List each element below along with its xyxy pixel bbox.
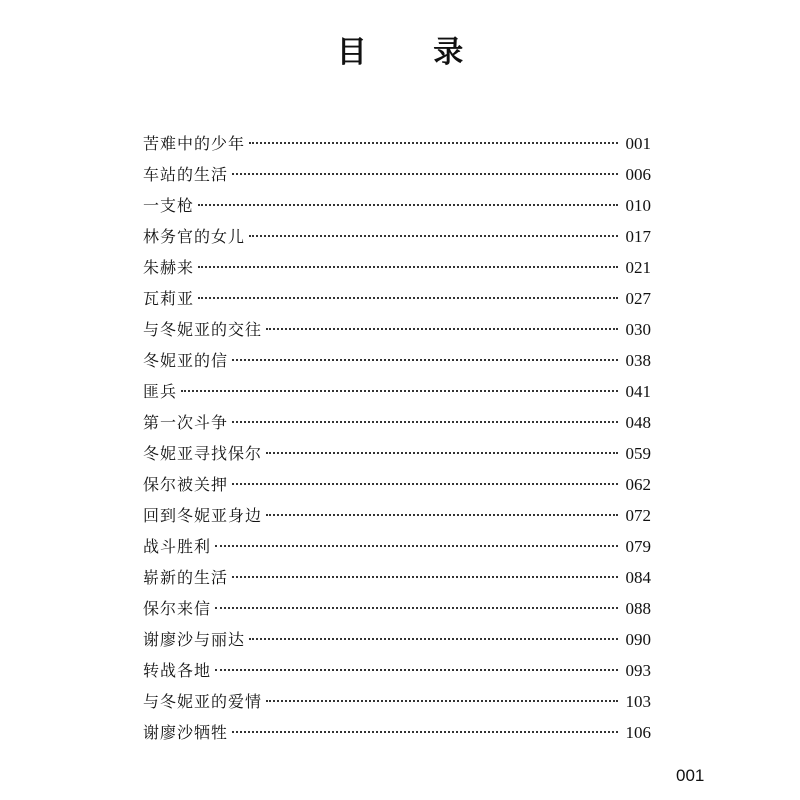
toc-entry-page: 030 — [625, 320, 651, 339]
toc-entry-title: 崭新的生活 — [143, 568, 229, 587]
toc-entry-title: 冬妮亚寻找保尔 — [143, 444, 263, 463]
toc-entry[interactable] — [143, 562, 651, 593]
toc-entry[interactable] — [143, 469, 651, 500]
table-of-contents — [143, 128, 651, 748]
dot-leader — [232, 483, 617, 485]
toc-entry-page: 017 — [625, 227, 651, 246]
toc-entry-title: 车站的生活 — [143, 165, 229, 184]
toc-entry-title: 与冬妮亚的爱情 — [143, 692, 263, 711]
dot-leader — [266, 452, 617, 454]
dot-leader — [249, 638, 617, 640]
toc-entry-page: 001 — [625, 134, 651, 153]
toc-entry-page: 106 — [625, 723, 651, 742]
toc-entry-title: 保尔被关押 — [143, 475, 229, 494]
dot-leader — [215, 545, 617, 547]
toc-entry[interactable] — [143, 407, 651, 438]
toc-entry-title: 与冬妮亚的交往 — [143, 320, 263, 339]
toc-entry[interactable] — [143, 314, 651, 345]
toc-entry-title: 一支枪 — [143, 196, 195, 215]
dot-leader — [249, 235, 617, 237]
toc-entry-page: 062 — [625, 475, 651, 494]
toc-entry[interactable] — [143, 438, 651, 469]
toc-entry[interactable] — [143, 531, 651, 562]
toc-entry-page: 038 — [625, 351, 651, 370]
dot-leader — [198, 266, 617, 268]
toc-entry[interactable] — [143, 655, 651, 686]
toc-entry-title: 朱赫来 — [143, 258, 195, 277]
toc-entry-page: 090 — [625, 630, 651, 649]
dot-leader — [215, 669, 617, 671]
page-title: 目 录 — [336, 35, 492, 70]
dot-leader — [232, 173, 617, 175]
dot-leader — [232, 731, 617, 733]
toc-entry-page: 059 — [625, 444, 651, 463]
dot-leader — [198, 297, 617, 299]
toc-entry[interactable] — [143, 252, 651, 283]
toc-entry-page: 006 — [625, 165, 651, 184]
dot-leader — [232, 576, 617, 578]
toc-entry[interactable] — [143, 345, 651, 376]
toc-entry-title: 回到冬妮亚身边 — [143, 506, 263, 525]
toc-entry-title: 战斗胜利 — [143, 537, 212, 556]
toc-entry-page: 041 — [625, 382, 651, 401]
toc-entry[interactable] — [143, 500, 651, 531]
toc-entry[interactable] — [143, 128, 651, 159]
dot-leader — [249, 142, 617, 144]
toc-entry-page: 010 — [625, 196, 651, 215]
toc-entry-title: 苦难中的少年 — [143, 134, 246, 153]
toc-entry-page: 088 — [625, 599, 651, 618]
toc-entry-page: 021 — [625, 258, 651, 277]
toc-entry-title: 转战各地 — [143, 661, 212, 680]
toc-entry-page: 103 — [625, 692, 651, 711]
toc-entry-title: 保尔来信 — [143, 599, 212, 618]
toc-entry[interactable] — [143, 717, 651, 748]
toc-entry[interactable] — [143, 159, 651, 190]
dot-leader — [198, 204, 617, 206]
toc-entry-title: 匪兵 — [143, 382, 178, 401]
dot-leader — [266, 514, 617, 516]
toc-entry-page: 079 — [625, 537, 651, 556]
dot-leader — [232, 421, 617, 423]
toc-entry-page: 072 — [625, 506, 651, 525]
dot-leader — [266, 700, 617, 702]
toc-entry-page: 027 — [625, 289, 651, 308]
toc-entry-title: 谢廖沙牺牲 — [143, 723, 229, 742]
page-number: 001 — [676, 766, 705, 785]
dot-leader — [232, 359, 617, 361]
toc-entry[interactable] — [143, 283, 651, 314]
toc-entry-title: 林务官的女儿 — [143, 227, 246, 246]
toc-entry-page: 093 — [625, 661, 651, 680]
toc-entry-title: 第一次斗争 — [143, 413, 229, 432]
toc-entry[interactable] — [143, 190, 651, 221]
toc-entry-page: 048 — [625, 413, 651, 432]
toc-entry[interactable] — [143, 624, 651, 655]
toc-entry-title: 谢廖沙与丽达 — [143, 630, 246, 649]
toc-entry[interactable] — [143, 221, 651, 252]
dot-leader — [181, 390, 617, 392]
toc-entry[interactable] — [143, 376, 651, 407]
toc-entry[interactable] — [143, 593, 651, 624]
dot-leader — [266, 328, 617, 330]
toc-entry-title: 冬妮亚的信 — [143, 351, 229, 370]
dot-leader — [215, 607, 617, 609]
toc-entry-title: 瓦莉亚 — [143, 289, 195, 308]
toc-entry-page: 084 — [625, 568, 651, 587]
toc-entry[interactable] — [143, 686, 651, 717]
